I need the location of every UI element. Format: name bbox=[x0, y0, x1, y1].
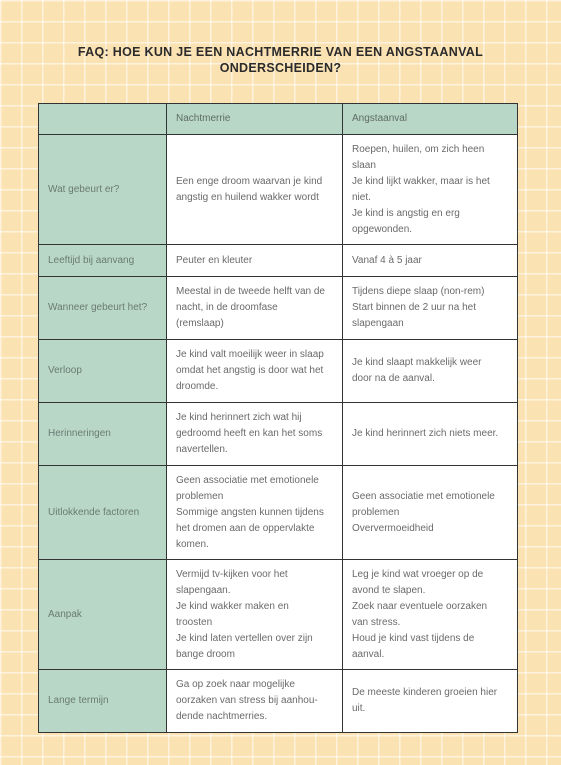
cell-line: angstig en huilend wakker wordt bbox=[176, 191, 319, 203]
cell-line: Meestal in de tweede helft van de bbox=[176, 286, 325, 297]
row-label: Verloop bbox=[39, 340, 167, 403]
cell-line: Je kind slaapt makkelijk weer bbox=[352, 357, 482, 368]
cell-line: Roepen, huilen, om zich heen bbox=[352, 143, 485, 155]
cell-line: opgewonden. bbox=[352, 223, 413, 235]
row-label: Wanneer gebeurt het? bbox=[39, 277, 167, 340]
cell-line: Je kind herinnert zich niets meer. bbox=[352, 428, 499, 439]
cell-line: door na de aanval. bbox=[352, 373, 435, 384]
cell-line: Tijdens diepe slaap (non-rem) bbox=[352, 286, 485, 297]
row-label: Lange termijn bbox=[39, 670, 167, 733]
cell-nachtmerrie bbox=[167, 560, 343, 670]
cell-line: Je kind lijkt wakker, maar is het bbox=[352, 175, 490, 187]
cell-line: gedroomd heeft en kan het soms bbox=[176, 428, 323, 439]
cell-angstaanval bbox=[343, 135, 518, 245]
cell-line: navertellen. bbox=[176, 444, 228, 455]
cell-nachtmerrie bbox=[167, 670, 343, 733]
cell-angstaanval bbox=[343, 466, 518, 560]
title-line-2: ONDERSCHEIDEN? bbox=[219, 61, 342, 75]
cell-line: slapengaan bbox=[352, 318, 404, 329]
table-body bbox=[39, 135, 518, 733]
cell-line: Vermijd tv-kijken voor het bbox=[176, 568, 288, 580]
cell-nachtmerrie bbox=[167, 277, 343, 340]
cell-line: Houd je kind vast tijdens de bbox=[352, 632, 475, 644]
cell-line: problemen bbox=[176, 490, 224, 502]
cell-nachtmerrie bbox=[167, 403, 343, 466]
cell-line: het dromen aan de oppervlakte bbox=[176, 522, 315, 534]
cell-line: aanval. bbox=[352, 648, 385, 660]
row-label: Uitlokkende factoren bbox=[39, 466, 167, 560]
cell-line: (remslaap) bbox=[176, 318, 224, 329]
cell-line: dende nachtmerries. bbox=[176, 711, 268, 722]
cell-line: Oververmoeidheid bbox=[352, 522, 434, 534]
table-row bbox=[39, 670, 518, 733]
table-row bbox=[39, 403, 518, 466]
cell-angstaanval bbox=[343, 670, 518, 733]
cell-line: Zoek naar eventuele oorzaken bbox=[352, 600, 488, 612]
cell-line: bange droom bbox=[176, 648, 235, 660]
cell-line: Vanaf 4 à 5 jaar bbox=[352, 254, 422, 266]
cell-line: komen. bbox=[176, 538, 209, 550]
table-header-row bbox=[39, 104, 518, 135]
cell-line: nacht, in de droomfase bbox=[176, 302, 278, 313]
cell-angstaanval bbox=[343, 560, 518, 670]
cell-line: Ga op zoek naar mogelijke bbox=[176, 679, 295, 690]
cell-line: Je kind valt moeilijk weer in slaap bbox=[176, 349, 324, 360]
cell-line: Geen associatie met emotionele bbox=[176, 474, 319, 486]
cell-angstaanval bbox=[343, 277, 518, 340]
header-corner bbox=[39, 104, 167, 135]
header-nachtmerrie: Nachtmerrie bbox=[167, 104, 343, 135]
cell-angstaanval bbox=[343, 245, 518, 277]
header-angstaanval: Angstaanval bbox=[343, 104, 518, 135]
table-row bbox=[39, 277, 518, 340]
cell-line: Leg je kind wat vroeger op de bbox=[352, 568, 484, 580]
row-label: Leeftijd bij aanvang bbox=[39, 245, 167, 277]
table-row bbox=[39, 560, 518, 670]
cell-line: niet. bbox=[352, 191, 371, 203]
cell-nachtmerrie bbox=[167, 135, 343, 245]
cell-angstaanval bbox=[343, 340, 518, 403]
cell-line: Sommige angsten kunnen tijdens bbox=[176, 506, 324, 518]
cell-line: slaan bbox=[352, 159, 376, 171]
cell-line: van stress. bbox=[352, 616, 401, 628]
cell-line: slapengaan. bbox=[176, 584, 231, 596]
cell-line: Je kind laten vertellen over zijn bbox=[176, 632, 313, 644]
cell-line: Een enge droom waarvan je kind bbox=[176, 175, 323, 187]
faq-table bbox=[38, 103, 518, 733]
cell-line: oorzaken van stress bij aanhou- bbox=[176, 695, 318, 706]
cell-line: omdat het angstig is door wat het bbox=[176, 365, 324, 376]
cell-line: Start binnen de 2 uur na het bbox=[352, 302, 476, 313]
cell-line: Peuter en kleuter bbox=[176, 254, 253, 266]
cell-line: troosten bbox=[176, 616, 213, 628]
cell-line: Geen associatie met emotionele bbox=[352, 490, 495, 502]
table-row bbox=[39, 466, 518, 560]
cell-line: Je kind herinnert zich wat hij bbox=[176, 412, 302, 423]
row-label: Wat gebeurt er? bbox=[39, 135, 167, 245]
table-row bbox=[39, 245, 518, 277]
cell-line: De meeste kinderen groeien hier bbox=[352, 687, 498, 698]
cell-line: Je kind is angstig en erg bbox=[352, 207, 460, 219]
page-title bbox=[0, 44, 561, 76]
row-label: Aanpak bbox=[39, 560, 167, 670]
cell-line: uit. bbox=[352, 703, 366, 714]
cell-line: problemen bbox=[352, 506, 400, 518]
title-line-1: FAQ: HOE KUN JE EEN NACHTMERRIE VAN EEN ANGSTAANVAL bbox=[77, 45, 484, 59]
row-label: Herinneringen bbox=[39, 403, 167, 466]
table-row bbox=[39, 340, 518, 403]
table-row bbox=[39, 135, 518, 245]
cell-nachtmerrie bbox=[167, 245, 343, 277]
cell-angstaanval bbox=[343, 403, 518, 466]
cell-line: avond te slapen. bbox=[352, 584, 426, 596]
cell-nachtmerrie bbox=[167, 466, 343, 560]
cell-line: Je kind wakker maken en bbox=[176, 600, 289, 612]
cell-line: droomde. bbox=[176, 381, 219, 392]
cell-nachtmerrie bbox=[167, 340, 343, 403]
